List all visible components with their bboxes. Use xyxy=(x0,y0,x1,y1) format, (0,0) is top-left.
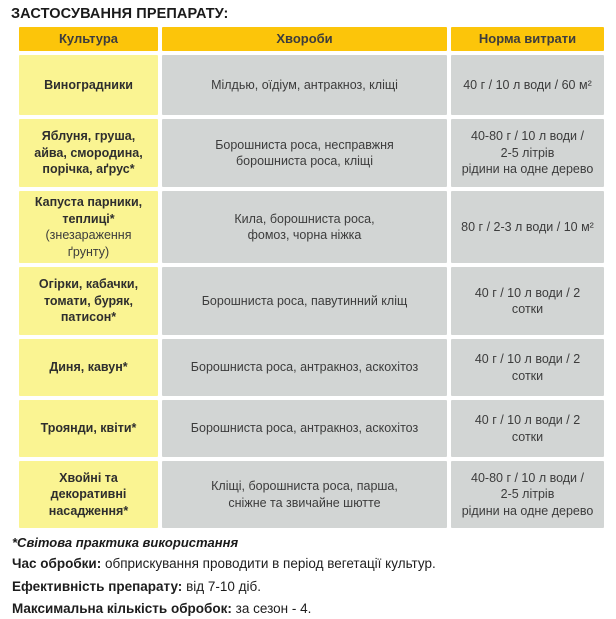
culture-cell: Огірки, кабачки, томати, буряк, патисон* xyxy=(19,267,158,335)
header-diseases: Хвороби xyxy=(162,27,447,51)
diseases-cell: Борошниста роса, несправжня борошниста роса, кліщі xyxy=(162,119,447,187)
diseases-cell: Мілдью, оїдіум, антракноз, кліщі xyxy=(162,55,447,115)
footnote-line xyxy=(12,577,606,597)
rate-cell: 40-80 г / 10 л води / 2-5 літрів рідини на одне дерево xyxy=(451,119,604,187)
table-row xyxy=(19,55,606,115)
rate-cell: 40 г / 10 л води / 2 сотки xyxy=(451,267,604,335)
diseases-cell: Борошниста роса, антракноз, аскохітоз xyxy=(162,400,447,457)
table-header-row xyxy=(19,27,606,51)
footnote-line xyxy=(12,599,606,619)
table-row xyxy=(19,461,606,528)
rate-cell: 40 г / 10 л води / 60 м² xyxy=(451,55,604,115)
diseases-cell: Кліщі, борошниста роса, парша, сніжне та звичайне шютте xyxy=(162,461,447,528)
culture-cell xyxy=(19,191,158,263)
table-row xyxy=(19,339,606,396)
header-rate: Норма витрати xyxy=(451,27,604,51)
footnote-text: обприскування проводити в період вегетації культур. xyxy=(105,556,436,571)
table-row xyxy=(19,400,606,457)
footnote-label: Час обробки: xyxy=(12,556,102,571)
diseases-cell: Борошниста роса, антракноз, аскохітоз xyxy=(162,339,447,396)
table-row xyxy=(19,191,606,263)
culture-cell: Виноградники xyxy=(19,55,158,115)
footnote-text: від 7-10 діб. xyxy=(186,578,261,594)
diseases-cell: Борошниста роса, павутинний кліщ xyxy=(162,267,447,335)
table-row xyxy=(19,119,606,187)
diseases-cell: Кила, борошниста роса, фомоз, чорна ніжка xyxy=(162,191,447,263)
footnote-label: Максимальна кількість обробок: xyxy=(12,601,232,617)
culture-main: Капуста парники, теплиці* xyxy=(34,195,143,226)
table-row xyxy=(19,267,606,335)
header-culture: Культура xyxy=(19,27,158,51)
footnote-text: за сезон - 4. xyxy=(235,601,312,617)
culture-cell: Хвойні та декоративні насадження* xyxy=(19,461,158,528)
star-footnote: *Світова практика використання xyxy=(12,535,239,550)
culture-cell: Яблуня, груша, айва, смородина, порічка, аґрус* xyxy=(19,119,158,187)
page-title: ЗАСТОСУВАННЯ ПРЕПАРАТУ: xyxy=(11,6,229,22)
culture-note: (знезараження ґрунту) xyxy=(45,228,132,259)
rate-cell: 40-80 г / 10 л води / 2-5 літрів рідини на одне дерево xyxy=(451,461,604,528)
rate-cell: 40 г / 10 л води / 2 сотки xyxy=(451,339,604,396)
footnote-label: Ефективність препарату: xyxy=(12,578,183,594)
application-table xyxy=(19,27,606,528)
culture-cell: Троянди, квіти* xyxy=(19,400,158,457)
rate-cell: 80 г / 2-3 л води / 10 м² xyxy=(451,191,604,263)
footnote-line xyxy=(12,554,606,574)
culture-cell: Диня, кавун* xyxy=(19,339,158,396)
footnotes xyxy=(12,535,606,619)
rate-cell: 40 г / 10 л води / 2 сотки xyxy=(451,400,604,457)
